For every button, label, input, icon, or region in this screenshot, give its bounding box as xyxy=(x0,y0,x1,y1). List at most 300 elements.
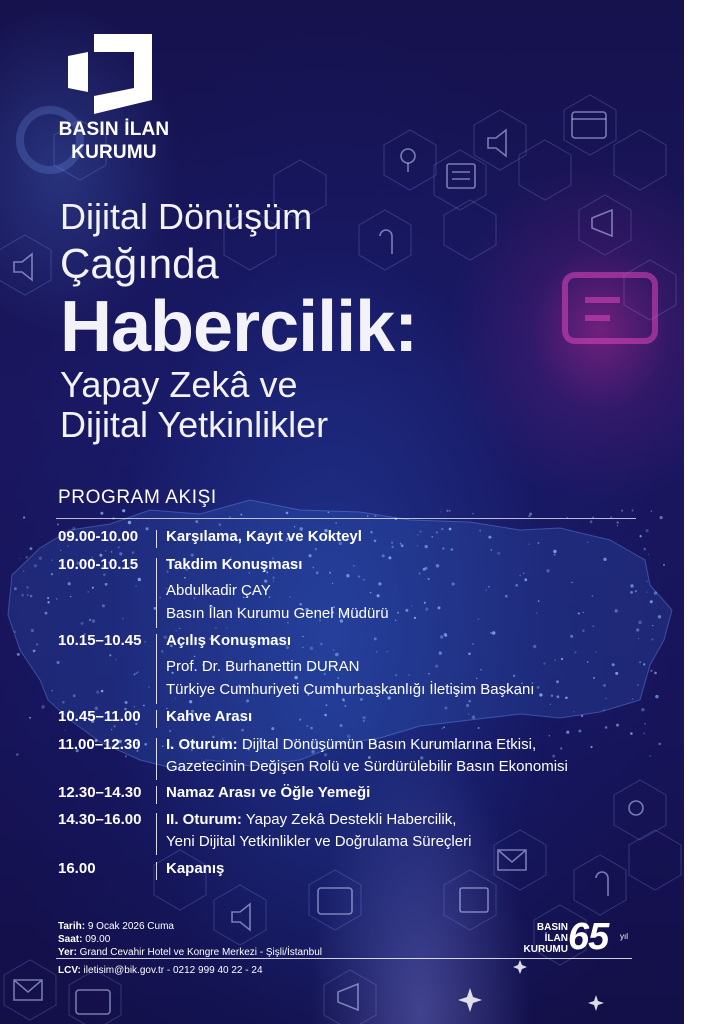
network-dot xyxy=(592,595,594,597)
badge-line-3: KURUMU xyxy=(523,944,568,955)
network-dot xyxy=(649,755,651,757)
network-dot xyxy=(650,600,653,603)
mail-icon xyxy=(498,850,526,870)
row-separator xyxy=(156,558,157,628)
network-dot xyxy=(449,528,452,531)
network-dot xyxy=(538,600,540,602)
network-dot xyxy=(148,686,150,688)
network-dot xyxy=(468,713,469,714)
megaphone-icon xyxy=(592,210,612,236)
network-dot xyxy=(651,511,652,512)
row-separator xyxy=(156,634,157,704)
network-dot xyxy=(391,546,393,548)
network-dot xyxy=(436,531,438,533)
network-dot xyxy=(570,635,573,638)
event-time xyxy=(58,934,110,945)
program-item: Takdim Konuşması xyxy=(166,556,303,573)
network-dot xyxy=(184,577,186,579)
program-time: 10.45–11.00 xyxy=(58,708,141,725)
network-dot xyxy=(29,717,31,719)
network-dot xyxy=(630,732,633,735)
network-dot xyxy=(309,554,312,557)
network-dot xyxy=(109,654,111,656)
network-dot xyxy=(358,575,360,577)
speaker-title: Basın İlan Kurumu Genel Müdürü xyxy=(166,605,389,622)
network-dot xyxy=(56,598,58,600)
network-dot xyxy=(621,510,623,512)
network-dot xyxy=(27,594,29,596)
network-dot xyxy=(436,564,440,568)
network-dot xyxy=(14,587,17,590)
network-dot xyxy=(639,535,641,537)
network-dot xyxy=(645,723,646,724)
network-dot xyxy=(575,651,577,653)
network-dot xyxy=(615,672,618,675)
network-dot xyxy=(62,701,65,704)
network-dot xyxy=(561,658,563,660)
network-dot xyxy=(488,586,490,588)
network-dot xyxy=(189,700,192,703)
network-dot xyxy=(26,586,29,589)
venue-label: Yer: xyxy=(58,947,77,958)
badge-suffix: yıl xyxy=(620,932,628,941)
network-dot xyxy=(537,542,539,544)
network-dot xyxy=(554,554,556,556)
network-dot xyxy=(179,628,180,629)
network-dot xyxy=(472,643,473,644)
row-separator xyxy=(156,738,157,780)
network-dot xyxy=(560,747,562,749)
network-dot xyxy=(630,584,633,587)
event-venue xyxy=(58,947,322,958)
brand-name xyxy=(54,118,174,164)
network-dot xyxy=(57,661,60,664)
network-dot xyxy=(335,522,337,524)
event-date xyxy=(58,921,174,932)
speaker-name: Abdulkadir ÇAY xyxy=(166,582,271,599)
network-dot xyxy=(513,675,515,677)
network-dot xyxy=(556,680,559,683)
network-dot xyxy=(472,513,474,515)
network-dot xyxy=(41,705,45,709)
network-dot xyxy=(605,698,607,700)
network-dot xyxy=(652,625,653,626)
network-dot xyxy=(630,591,633,594)
network-dot xyxy=(340,724,343,727)
network-dot xyxy=(343,700,345,702)
network-dot xyxy=(272,576,275,579)
network-dot xyxy=(583,612,584,613)
program-time: 14.30–16.00 xyxy=(58,811,142,828)
program-item: Kahve Arası xyxy=(166,708,253,725)
title-line-5: Dijital Yetkinlikler xyxy=(60,404,329,445)
network-dot xyxy=(31,629,34,632)
network-dot xyxy=(34,564,37,567)
row-separator xyxy=(156,862,157,880)
network-dot xyxy=(566,731,569,734)
network-dot xyxy=(159,597,161,599)
network-dot xyxy=(551,695,553,697)
network-dot xyxy=(388,556,391,559)
network-dot xyxy=(136,672,138,674)
row-separator xyxy=(156,813,157,855)
network-dot xyxy=(45,612,48,615)
network-dot xyxy=(195,520,198,523)
speaker-icon-3 xyxy=(232,904,250,930)
network-dot xyxy=(241,729,244,732)
network-dot xyxy=(425,608,428,611)
network-dot xyxy=(289,596,290,597)
network-dot xyxy=(345,705,347,707)
touch-icon xyxy=(380,230,392,254)
network-dot xyxy=(23,516,25,518)
network-dot xyxy=(605,726,608,729)
network-dot xyxy=(306,725,308,727)
network-dot xyxy=(378,582,381,585)
network-dot xyxy=(19,558,20,559)
news-icon-2 xyxy=(460,888,488,912)
network-dot xyxy=(397,612,399,614)
program-time: 12.30–14.30 xyxy=(58,784,142,801)
speaker-icon xyxy=(488,130,506,156)
hexagon-outline xyxy=(614,780,666,840)
hexagon-outline xyxy=(519,140,571,200)
network-dot xyxy=(337,677,339,679)
network-dot xyxy=(446,510,448,512)
network-dot xyxy=(21,594,24,597)
touch-icon-2 xyxy=(596,872,608,896)
network-dot xyxy=(363,579,365,581)
network-dot xyxy=(414,617,416,619)
network-dot xyxy=(449,510,451,512)
network-dot xyxy=(246,699,249,702)
network-dot xyxy=(472,716,476,720)
network-dot xyxy=(445,635,448,638)
row-separator xyxy=(156,786,157,804)
network-dot xyxy=(663,564,665,566)
hexagon-outline xyxy=(154,850,206,910)
network-dot xyxy=(324,714,327,717)
network-dot xyxy=(632,510,634,512)
network-dot xyxy=(417,534,418,535)
hexagon-outline xyxy=(614,130,666,190)
network-dot xyxy=(592,625,594,627)
bik-logo-icon xyxy=(66,30,156,114)
network-dot xyxy=(425,567,428,570)
network-dot xyxy=(478,618,480,620)
network-dot xyxy=(440,635,443,638)
network-dot xyxy=(590,746,592,748)
network-dot xyxy=(316,571,319,574)
network-dot xyxy=(353,565,354,566)
network-dot xyxy=(132,551,135,554)
browser-icon-3 xyxy=(76,990,110,1014)
brand-line-1: BASIN İLAN xyxy=(58,119,170,140)
microphone-icon-2 xyxy=(629,801,643,815)
hexagon-outline xyxy=(434,150,486,210)
network-dot xyxy=(143,705,145,707)
network-dot xyxy=(240,514,242,516)
network-dot xyxy=(125,755,127,757)
speaker-name: Prof. Dr. Burhanettin DURAN xyxy=(166,658,360,675)
network-dot xyxy=(36,643,39,646)
network-dot xyxy=(111,551,113,553)
network-dot xyxy=(325,704,327,706)
network-dot xyxy=(175,698,176,699)
row-separator xyxy=(156,710,157,728)
network-dot xyxy=(401,544,404,547)
network-dot xyxy=(537,686,540,689)
network-dot xyxy=(370,531,373,534)
network-dot xyxy=(603,684,606,687)
program-time: 16.00 xyxy=(58,860,96,877)
network-dot xyxy=(646,529,649,532)
network-dot xyxy=(215,627,217,629)
network-dot xyxy=(144,743,147,746)
network-dot xyxy=(480,669,482,671)
network-dot xyxy=(122,618,124,620)
network-dot xyxy=(138,578,141,581)
network-dot xyxy=(488,536,491,539)
network-dot xyxy=(469,700,471,702)
network-dot xyxy=(554,660,555,661)
program-time: 10.15–10.45 xyxy=(58,632,142,649)
network-dot xyxy=(533,645,536,648)
hexagon-outline xyxy=(0,235,51,295)
network-dot xyxy=(590,520,593,523)
network-dot xyxy=(47,597,49,599)
title-line-4: Yapay Zekâ ve xyxy=(60,364,298,405)
session-label: II. Oturum: xyxy=(166,811,242,828)
network-dot xyxy=(408,674,409,675)
network-dot xyxy=(639,661,641,663)
row-separator xyxy=(156,530,157,548)
network-dot xyxy=(549,735,551,737)
network-dot xyxy=(648,554,649,555)
session-topic: Dijital Dönüşümün Basın Kurumlarına Etkisi, xyxy=(237,736,537,753)
program-time: 10.00-10.15 xyxy=(58,556,139,573)
network-dot xyxy=(466,704,469,707)
network-dot xyxy=(370,592,372,594)
network-dot xyxy=(70,596,72,598)
network-dot xyxy=(125,701,128,704)
network-dot xyxy=(118,546,120,548)
speaker-icon-2 xyxy=(14,254,32,280)
network-dot xyxy=(376,651,377,652)
session-topic-cont: Gazetecinin Değişen Rolü ve Sürdürülebilir Basın Ekonomisi xyxy=(166,758,568,775)
network-dot xyxy=(169,730,171,732)
network-dot xyxy=(128,521,131,524)
title-line-2: Çağında xyxy=(60,240,219,287)
mail-icon-2 xyxy=(14,980,42,1000)
time-label: Saat: xyxy=(58,934,83,945)
badge-line-1: BASIN xyxy=(536,922,568,933)
lcv-label: LCV: xyxy=(58,965,81,976)
network-dot xyxy=(96,691,99,694)
network-dot xyxy=(374,637,377,640)
network-dot xyxy=(88,591,89,592)
title-line-3: Habercilik: xyxy=(60,287,418,367)
network-dot xyxy=(424,602,426,604)
network-dot xyxy=(51,559,53,561)
network-dot xyxy=(468,653,471,656)
network-dot xyxy=(557,695,560,698)
network-dot xyxy=(105,583,108,586)
network-dot xyxy=(442,547,445,550)
sparkle-icons xyxy=(458,960,604,1012)
network-dot xyxy=(335,653,339,657)
network-dot xyxy=(17,653,20,656)
network-dot xyxy=(302,636,303,637)
network-dot xyxy=(382,554,385,557)
network-dot xyxy=(523,573,524,574)
network-dot xyxy=(651,639,653,641)
news-icon xyxy=(447,164,475,188)
network-dot xyxy=(328,512,330,514)
network-dot xyxy=(441,528,443,530)
lcv-value: iletisim@bik.gov.tr - 0212 999 40 22 - 24 xyxy=(80,965,263,976)
network-dot xyxy=(146,527,149,530)
network-dot xyxy=(486,589,487,590)
network-dot xyxy=(226,627,228,629)
network-dot xyxy=(30,547,33,550)
network-dot xyxy=(134,674,136,676)
network-dot xyxy=(367,515,369,517)
network-dot xyxy=(539,693,542,696)
network-dot xyxy=(643,548,646,551)
badge-line-2: İLAN xyxy=(544,933,568,944)
network-dot xyxy=(47,601,49,603)
network-dot xyxy=(603,710,604,711)
magenta-screen-icon xyxy=(565,275,655,341)
network-dot xyxy=(490,632,492,634)
network-dot xyxy=(395,674,397,676)
network-dot xyxy=(643,733,645,735)
network-dot xyxy=(581,715,583,717)
network-dot xyxy=(103,573,106,576)
network-dot xyxy=(102,604,105,607)
network-dot xyxy=(105,550,106,551)
network-dot xyxy=(360,698,363,701)
network-dot xyxy=(420,531,422,533)
hexagon-outline xyxy=(324,970,376,1024)
network-dot xyxy=(111,729,112,730)
network-dot xyxy=(637,684,639,686)
program-item: Karşılama, Kayıt ve Kokteyl xyxy=(166,528,362,545)
program-item: Açılış Konuşması xyxy=(166,632,292,649)
network-dot xyxy=(67,545,69,547)
network-dot xyxy=(33,650,36,653)
network-dot xyxy=(443,727,445,729)
network-dot xyxy=(51,573,53,575)
network-dot xyxy=(615,609,618,612)
network-dot xyxy=(596,651,597,652)
rsvp-contact xyxy=(58,965,263,976)
network-dot xyxy=(646,592,647,593)
network-dot xyxy=(363,716,366,719)
network-dot xyxy=(476,678,477,679)
network-dot xyxy=(582,629,585,632)
network-dot xyxy=(294,676,298,680)
microphone-icon xyxy=(401,149,415,163)
network-dot xyxy=(194,656,196,658)
hexagon-outline xyxy=(494,830,546,890)
network-dot xyxy=(442,728,444,730)
program-divider xyxy=(56,518,636,519)
network-dot xyxy=(312,567,314,569)
network-dot xyxy=(299,719,301,721)
network-dot xyxy=(136,585,137,586)
session-topic: Yapay Zekâ Destekli Habercilik, xyxy=(241,811,457,828)
hexagon-outline xyxy=(309,870,361,930)
network-dot xyxy=(81,622,84,625)
network-dot xyxy=(271,727,274,730)
network-dot xyxy=(363,720,365,722)
program-time: 11.00–12.30 xyxy=(58,736,141,753)
program-time: 09.00-10.00 xyxy=(58,528,139,545)
network-dot xyxy=(451,548,454,551)
network-dot xyxy=(550,704,551,705)
network-dot xyxy=(101,690,104,693)
network-dot xyxy=(405,609,408,612)
network-dot xyxy=(310,647,313,650)
network-dot xyxy=(616,724,619,727)
network-dot xyxy=(617,525,618,526)
network-dot xyxy=(161,650,164,653)
network-dot xyxy=(92,587,94,589)
date-label: Tarih: xyxy=(58,921,86,932)
hexagon-outline xyxy=(574,855,626,915)
hexagon-outline xyxy=(474,110,526,170)
anniversary-badge xyxy=(510,916,640,964)
network-dot xyxy=(529,513,532,516)
network-dot xyxy=(492,631,495,634)
megaphone-icon-2 xyxy=(338,984,358,1010)
network-dot xyxy=(444,707,447,710)
network-dot xyxy=(315,548,317,550)
network-dot xyxy=(616,521,619,524)
network-dot xyxy=(659,743,661,745)
network-dot xyxy=(89,619,91,621)
network-dot xyxy=(553,550,556,553)
network-dot xyxy=(286,512,289,515)
network-dot xyxy=(641,708,644,711)
venue-value: Grand Cevahir Hotel ve Kongre Merkezi - Şişli/İstanbul xyxy=(76,947,323,958)
network-dot xyxy=(573,711,574,712)
network-dot xyxy=(320,643,323,646)
network-dot xyxy=(479,530,480,531)
network-dot xyxy=(374,540,377,543)
network-dot xyxy=(287,622,289,624)
program-item: Kapanış xyxy=(166,860,225,877)
network-dot xyxy=(660,516,663,519)
network-dot xyxy=(543,662,545,664)
network-dot xyxy=(310,727,313,730)
network-dot xyxy=(491,549,493,551)
network-dot xyxy=(73,694,76,697)
network-dot xyxy=(39,557,42,560)
network-dot xyxy=(391,542,393,544)
network-dot xyxy=(646,581,647,582)
network-dot xyxy=(654,672,657,675)
network-dot xyxy=(524,578,527,581)
network-dot xyxy=(114,725,116,727)
network-dot xyxy=(377,594,380,597)
network-dot xyxy=(26,556,28,558)
network-dot xyxy=(100,512,103,515)
session-topic-cont: Yeni Dijital Yetkinlikler ve Doğrulama Süreçleri xyxy=(166,833,472,850)
network-dot xyxy=(650,670,652,672)
